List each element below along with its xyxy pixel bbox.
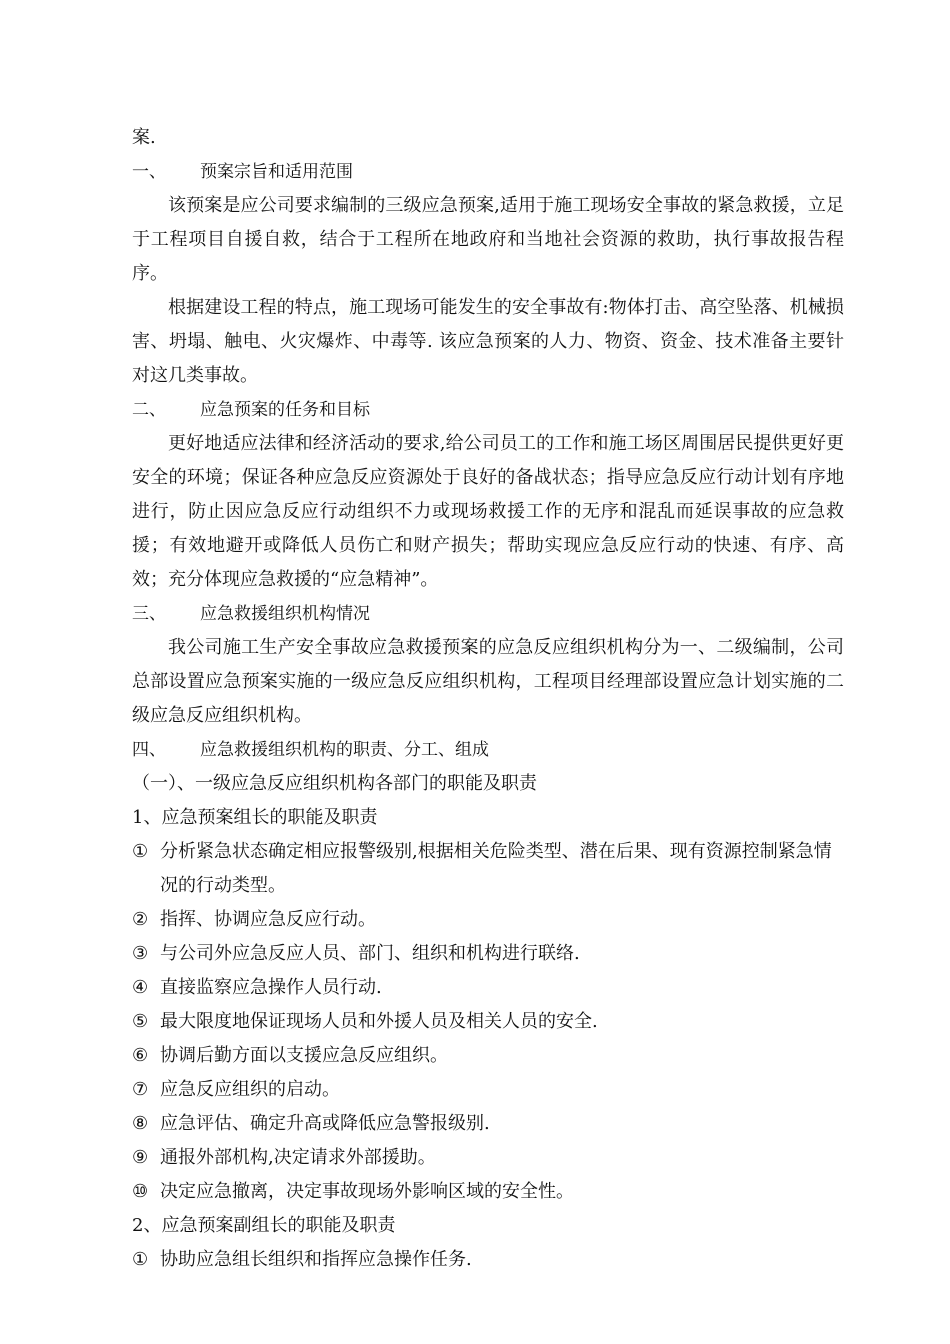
document-page [132,121,844,1277]
section-number: 三、 [132,604,166,624]
lead-fragment: 案. [132,127,156,148]
group-1-title: 1、应急预案组长的职能及职责 [132,807,378,828]
item-marker: ① [132,841,149,862]
item-text: 分析紧急状态确定相应报警级别,根据相关危险类型、潜在后果、现有资源控制紧急情况的行动类型。 [160,841,832,896]
item-text: 协助应急组长组织和指挥应急操作任务. [160,1249,472,1270]
section-heading-3 [132,597,844,631]
item-marker: ① [132,1249,149,1270]
item-text: 决定应急撤离，决定事故现场外影响区域的安全性。 [160,1181,574,1202]
item-text: 应急反应组织的启动。 [160,1079,340,1100]
list-item [132,1175,844,1209]
item-text: 协调后勤方面以支援应急反应组织。 [160,1045,448,1066]
item-marker: ⑩ [132,1181,149,1202]
list-item [132,903,844,937]
section-3-paragraph-1: 我公司施工生产安全事故应急救援预案的应急反应组织机构分为一、二级编制，公司总部设置应急预案实施的一级应急反应组织机构，工程项目经理部设置应急计划实施的二级应急反应组织机构。 [132,637,844,726]
item-text: 最大限度地保证现场人员和外援人员及相关人员的安全. [160,1011,598,1032]
section-heading-1 [132,155,844,189]
section-2-paragraph-1: 更好地适应法律和经济活动的要求,给公司员工的工作和施工场区周围居民提供更好更安全的环境；保证各种应急反应资源处于良好的备战状态；指导应急反应行动计划有序地进行，防止因应急反应行动组织不力或现场救援工作的无序和混乱而延误事故的应急救援；有效地避开或降低人员伤亡和财产损失；帮助实现应急反应行动的快速、有序、高效；充分体现应急救援的“应急精神”。 [132,433,844,590]
list-item [132,1005,844,1039]
item-text: 直接监察应急操作人员行动. [160,977,382,998]
group-1-list [132,835,844,1209]
section-1-paragraph-2: 根据建设工程的特点，施工现场可能发生的安全事故有:物体打击、高空坠落、机械损害、坍塌、触电、火灾爆炸、中毒等. 该应急预案的人力、物资、资金、技术准备主要针对这几类事故。 [132,297,844,386]
list-item [132,1039,844,1073]
section-number: 二、 [132,400,166,420]
item-marker: ⑨ [132,1147,149,1168]
item-text: 与公司外应急反应人员、部门、组织和机构进行联络. [160,943,580,964]
item-marker: ⑤ [132,1011,149,1032]
item-marker: ③ [132,943,149,964]
section-heading-4 [132,733,844,767]
list-item [132,1073,844,1107]
item-marker: ⑦ [132,1079,149,1100]
group-2-title: 2、应急预案副组长的职能及职责 [132,1215,396,1236]
list-item [132,1243,844,1277]
section-1-paragraph-1: 该预案是应公司要求编制的三级应急预案,适用于施工现场安全事故的紧急救援，立足于工程项目自援自救，结合于工程所在地政府和当地社会资源的救助，执行事故报告程序。 [132,195,844,284]
item-text: 应急评估、确定升高或降低应急警报级别. [160,1113,490,1134]
item-text: 指挥、协调应急反应行动。 [160,909,376,930]
item-marker: ⑥ [132,1045,149,1066]
item-marker: ⑧ [132,1113,149,1134]
section-title: 预案宗旨和适用范围 [200,162,353,182]
section-title: 应急救援组织机构情况 [200,604,370,624]
group-2-list [132,1243,844,1277]
list-item [132,835,844,903]
list-item [132,971,844,1005]
list-item [132,1107,844,1141]
item-marker: ④ [132,977,149,998]
item-marker: ② [132,909,149,930]
section-number: 四、 [132,740,166,760]
subheading: （一）、一级应急反应组织机构各部门的职能及职责 [132,773,537,794]
section-title: 应急预案的任务和目标 [200,400,370,420]
item-text: 通报外部机构,决定请求外部援助。 [160,1147,436,1168]
list-item [132,937,844,971]
section-title: 应急救援组织机构的职责、分工、组成 [200,740,489,760]
section-number: 一、 [132,162,166,182]
list-item [132,1141,844,1175]
section-heading-2 [132,393,844,427]
